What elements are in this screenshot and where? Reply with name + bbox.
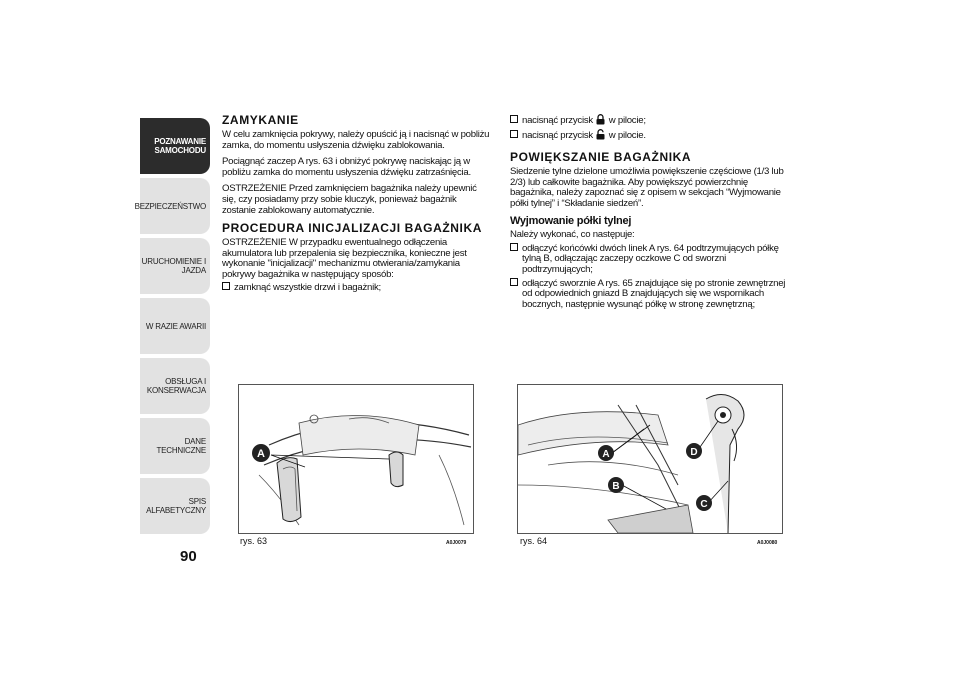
enlarge-paragraph: Siedzenie tylne dzielone umożliwia powiększenie częściowe (1/3 lub 2/3) lub całkowite bagażnika. Aby powiększyć powierzchnię bagażnika, należy zapoznać się z opisem w sekcjach “Wyjmowanie półki tylnej” i “Składanie siedzeń”. — [510, 166, 784, 209]
tab-bezpieczenstwo[interactable]: BEZPIECZEŃSTWO — [140, 178, 210, 234]
label-d: D — [690, 447, 698, 458]
page-number: 90 — [180, 548, 197, 565]
checkbox-bullet-icon — [510, 243, 518, 251]
checkbox-bullet-icon — [222, 282, 230, 290]
figure-63-caption: rys. 63 — [240, 536, 268, 546]
tab-obsluga-i-konserwacja[interactable]: OBSŁUGA I KONSERWACJA — [140, 358, 210, 414]
shelf-intro: Należy wykonać, co następuje: — [510, 229, 635, 241]
closing-heading: ZAMYKANIE — [222, 113, 299, 127]
lock-icon — [596, 114, 605, 125]
enlarge-heading: POWIĘKSZANIE BAGAŻNIKA — [510, 150, 692, 165]
tab-w-razie-awarii[interactable]: W RAZIE AWARII — [140, 298, 210, 354]
figure-64-caption: rys. 64 — [520, 536, 548, 546]
shelf-heading: Wyjmowanie półki tylnej — [510, 214, 632, 227]
init-heading: PROCEDURA INICJALIZACJI BAGAŻNIKA — [222, 221, 483, 236]
left-column — [222, 114, 492, 295]
closing-warning: OSTRZEŻENIE Przed zamknięciem bagażnika należy upewnić się, czy posiadamy przy sobie kluczyk, ponieważ bagażnik zostanie zablokowany automatycznie. — [222, 183, 477, 216]
init-step-3: nacisnąć przycisk w pilocie. — [510, 129, 790, 142]
figure-64-rear-shelf — [517, 384, 783, 534]
label-a: A — [257, 448, 265, 460]
init-step-2: nacisnąć przycisk w pilocie; — [510, 114, 790, 127]
closing-paragraph-2: Pociągnąć zaczep A rys. 63 i obniżyć pokrywę naciskając ją w pobliżu zamka do momentu usłyszenia dźwięku zatrzaśnięcia. — [222, 156, 471, 178]
label-b: B — [612, 481, 620, 492]
rear-shelf-illustration — [518, 385, 782, 533]
shelf-step-1: odłączyć końcówki dwóch linek A rys. 64 podtrzymujących półkę tylną B, odłączając zaczepy oczkowe C od sworzni podtrzymujących; — [510, 243, 790, 276]
trunk-lid-illustration — [239, 385, 473, 533]
label-c: C — [700, 499, 708, 510]
unlock-icon — [596, 129, 605, 140]
tab-poznawanie-samochodu[interactable]: POZNAWANIE SAMOCHODU — [140, 118, 210, 174]
shelf-step-2: odłączyć sworznie A rys. 65 znajdujące się po stronie zewnętrznej od odpowiednich gniazd B znajdujących się we wspornikach bocznych, następnie wysunąć półkę w stronę zewnętrzną; — [510, 278, 790, 311]
figure-63-code: A0J0079 — [446, 540, 467, 546]
right-column — [510, 114, 790, 312]
checkbox-bullet-icon — [510, 115, 518, 123]
checkbox-bullet-icon — [510, 130, 518, 138]
init-warning: OSTRZEŻENIE W przypadku ewentualnego odłączenia akumulatora lub przepalenia się bezpiecznika, konieczne jest wykonanie "inicjalizacji" mechanizmu otwierania/zamykania pokrywy bagażnika w następujący sposób: — [222, 237, 467, 280]
chapter-sidebar — [134, 118, 210, 538]
tab-dane-techniczne[interactable]: DANE TECHNICZNE — [140, 418, 210, 474]
tab-uruchomienie-i-jazda[interactable]: URUCHOMIENIE I JAZDA — [140, 238, 210, 294]
init-step-1: zamknąć wszystkie drzwi i bagażnik; — [222, 282, 492, 294]
label-a: A — [602, 449, 610, 460]
tab-spis-alfabetyczny[interactable]: SPIS ALFABETYCZNY — [140, 478, 210, 534]
figure-63-trunk-lid — [238, 384, 474, 534]
closing-paragraph-1: W celu zamknięcia pokrywy, należy opuścić ją i nacisnąć w pobliżu zamka, do momentu usłyszenia dźwięku zablokowania. — [222, 129, 490, 151]
checkbox-bullet-icon — [510, 278, 518, 286]
figure-64-code: A0J0080 — [757, 540, 778, 546]
